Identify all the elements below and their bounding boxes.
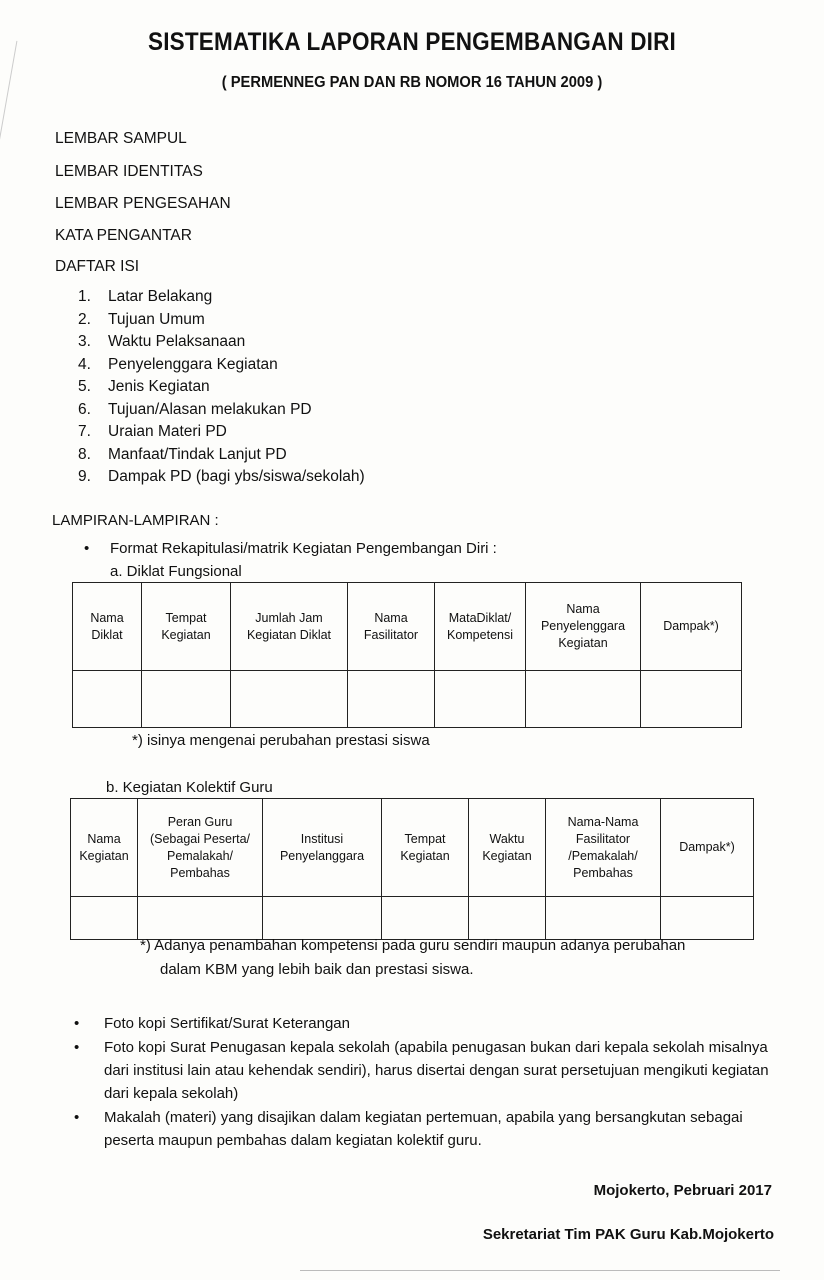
table-b-note-line2: dalam KBM yang lebih baik dan prestasi siswa.	[160, 961, 474, 978]
table-header-cell: Tempat Kegiatan	[382, 799, 469, 897]
table-header-row	[71, 799, 754, 897]
bullet-dot: •	[74, 1039, 80, 1056]
table-diklat-fungsional	[72, 582, 742, 728]
toc-text: Manfaat/Tindak Lanjut PD	[108, 445, 287, 463]
document-title: SISTEMATIKA LAPORAN PENGEMBANGAN DIRI	[148, 28, 676, 56]
table-cell	[263, 897, 382, 940]
toc-text: Waktu Pelaksanaan	[108, 333, 246, 350]
table-b-label: b. Kegiatan Kolektif Guru	[106, 779, 273, 796]
table-row	[73, 671, 742, 728]
bullet-text: Makalah (materi) yang disajikan dalam kegiatan pertemuan, apabila yang bersangkutan sebagai peserta maupun pembahas dalam kegiatan kolektif guru.	[104, 1109, 743, 1149]
toc-number: 8.	[78, 445, 91, 463]
toc-text: Dampak PD (bagi ybs/siswa/sekolah)	[108, 468, 365, 485]
table-header-cell: Nama-Nama Fasilitator /Pemakalah/ Pembahas	[546, 799, 661, 897]
bullet-text: Foto kopi Sertifikat/Surat Keterangan	[104, 1015, 350, 1032]
toc-item	[78, 331, 365, 354]
toc-text: Tujuan Umum	[108, 310, 205, 328]
place-date: Mojokerto, Pebruari 2017	[593, 1182, 772, 1199]
attachment-bullets	[74, 1012, 774, 1153]
table-header-cell: Nama Kegiatan	[71, 799, 138, 897]
section-lembar-identitas: LEMBAR IDENTITAS	[55, 163, 203, 180]
table-header-cell: Nama Penyelenggara Kegiatan	[526, 583, 641, 671]
toc-text: Jenis Kegiatan	[108, 378, 210, 395]
secretariat-signature: Sekretariat Tim PAK Guru Kab.Mojokerto	[482, 1226, 774, 1243]
table-a-note: *) isinya mengenai perubahan prestasi siswa	[132, 732, 430, 749]
document-subtitle: ( PERMENNEG PAN DAN RB NOMOR 16 TAHUN 2009 )	[221, 74, 603, 91]
table-cell	[546, 897, 661, 940]
table-cell	[661, 897, 754, 940]
table-header-row	[73, 583, 742, 671]
table-cell	[73, 671, 142, 728]
section-lembar-sampul: LEMBAR SAMPUL	[55, 130, 187, 147]
toc-item	[78, 309, 365, 332]
toc-item	[78, 399, 365, 422]
table-cell	[382, 897, 469, 940]
toc-number: 9.	[78, 468, 91, 485]
toc-number: 4.	[78, 355, 91, 373]
table-of-contents	[78, 286, 365, 489]
table-cell	[138, 897, 263, 940]
toc-item	[78, 354, 365, 377]
bullet-dot: •	[74, 1015, 80, 1032]
section-kata-pengantar: KATA PENGANTAR	[55, 227, 192, 244]
toc-number: 7.	[78, 423, 91, 440]
toc-number: 5.	[78, 378, 91, 395]
bottom-rule	[300, 1270, 780, 1271]
table-cell	[641, 671, 742, 728]
format-bullet-text: Format Rekapitulasi/matrik Kegiatan Pengembangan Diri :	[110, 540, 497, 557]
toc-item	[78, 444, 365, 467]
table-header-cell: Peran Guru (Sebagai Peserta/ Pemalakah/ Pembahas	[138, 799, 263, 897]
toc-item	[78, 466, 365, 489]
table-header-cell: Jumlah Jam Kegiatan Diklat	[231, 583, 348, 671]
table-header-cell: Dampak*)	[641, 583, 742, 671]
lampiran-heading: LAMPIRAN-LAMPIRAN :	[52, 512, 219, 529]
toc-text: Tujuan/Alasan melakukan PD	[108, 400, 312, 418]
table-row	[71, 897, 754, 940]
toc-number: 2.	[78, 310, 91, 328]
bullet-dot: •	[84, 540, 90, 557]
table-cell	[469, 897, 546, 940]
bullet-dot: •	[74, 1109, 80, 1126]
format-bullet	[84, 540, 497, 557]
toc-text: Uraian Materi PD	[108, 423, 227, 440]
table-cell	[231, 671, 348, 728]
table-cell	[526, 671, 641, 728]
table-header-cell: Waktu Kegiatan	[469, 799, 546, 897]
table-header-cell: Nama Diklat	[73, 583, 142, 671]
table-header-cell: Institusi Penyelanggara	[263, 799, 382, 897]
bullet-item	[74, 1012, 774, 1035]
table-cell	[142, 671, 231, 728]
table-header-cell: MataDiklat/ Kompetensi	[435, 583, 526, 671]
table-cell	[435, 671, 526, 728]
table-b-note-line1: *) Adanya penambahan kompetensi pada guru sendiri maupun adanya perubahan	[140, 937, 686, 954]
table-kegiatan-kolektif	[70, 798, 754, 940]
toc-item	[78, 421, 365, 444]
table-a-label: a. Diklat Fungsional	[110, 563, 242, 580]
toc-text: Penyelenggara Kegiatan	[108, 355, 278, 373]
bullet-item	[74, 1036, 774, 1105]
table-header-cell: Tempat Kegiatan	[142, 583, 231, 671]
table-header-cell: Dampak*)	[661, 799, 754, 897]
bullet-item	[74, 1106, 774, 1152]
section-lembar-pengesahan: LEMBAR PENGESAHAN	[55, 195, 231, 212]
table-cell	[348, 671, 435, 728]
bullet-text: Foto kopi Surat Penugasan kepala sekolah (apabila penugasan bukan dari kepala sekolah misalnya dari institusi lain atau kehendak sendiri), harus disertai dengan surat persetujuan mengikuti kegiatan dari kepala sekolah)	[104, 1039, 769, 1102]
toc-text: Latar Belakang	[108, 288, 213, 305]
section-daftar-isi: DAFTAR ISI	[55, 258, 140, 275]
table-header-cell: Nama Fasilitator	[348, 583, 435, 671]
paper-edge-mark	[0, 41, 17, 159]
toc-item	[78, 376, 365, 399]
toc-number: 6.	[78, 400, 91, 418]
toc-number: 1.	[78, 288, 91, 305]
toc-item	[78, 286, 365, 309]
toc-number: 3.	[78, 333, 91, 350]
table-cell	[71, 897, 138, 940]
